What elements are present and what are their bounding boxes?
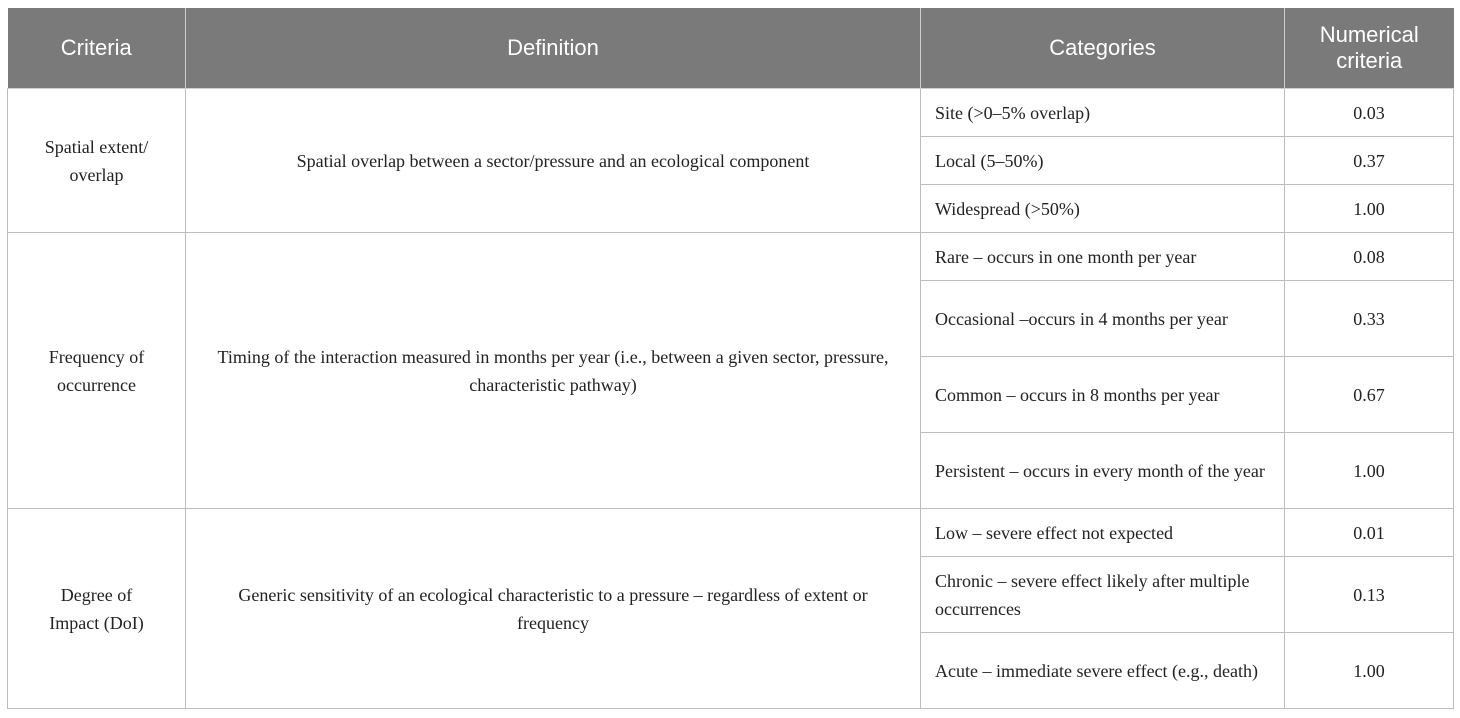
numerical-cell: 1.00 [1285,633,1454,709]
numerical-cell: 0.03 [1285,89,1454,137]
category-cell: Chronic – severe effect likely after multiple occurrences [921,557,1285,633]
numerical-cell: 0.33 [1285,281,1454,357]
header-criteria: Criteria [8,8,186,89]
criteria-cell: Degree of Impact (DoI) [8,509,186,709]
category-cell: Local (5–50%) [921,137,1285,185]
category-cell: Low – severe effect not expected [921,509,1285,557]
numerical-cell: 1.00 [1285,185,1454,233]
numerical-cell: 0.37 [1285,137,1454,185]
criteria-table [7,8,1454,709]
criteria-cell: Frequency of occurrence [8,233,186,509]
header-categories: Categories [921,8,1285,89]
numerical-cell: 0.08 [1285,233,1454,281]
definition-cell: Spatial overlap between a sector/pressure and an ecological component [186,89,921,233]
header-definition: Definition [186,8,921,89]
numerical-cell: 0.67 [1285,357,1454,433]
category-cell: Persistent – occurs in every month of the year [921,433,1285,509]
definition-cell: Generic sensitivity of an ecological characteristic to a pressure – regardless of extent or frequency [186,509,921,709]
table-row [8,233,1454,281]
category-cell: Site (>0–5% overlap) [921,89,1285,137]
numerical-cell: 0.13 [1285,557,1454,633]
criteria-cell: Spatial extent/ overlap [8,89,186,233]
header-row [8,8,1454,89]
category-cell: Occasional –occurs in 4 months per year [921,281,1285,357]
numerical-cell: 0.01 [1285,509,1454,557]
numerical-cell: 1.00 [1285,433,1454,509]
table-row [8,509,1454,557]
category-cell: Acute – immediate severe effect (e.g., death) [921,633,1285,709]
definition-cell: Timing of the interaction measured in months per year (i.e., between a given sector, pressure, characteristic pathway) [186,233,921,509]
table-row [8,89,1454,137]
header-numerical-criteria: Numerical criteria [1285,8,1454,89]
category-cell: Common – occurs in 8 months per year [921,357,1285,433]
category-cell: Rare – occurs in one month per year [921,233,1285,281]
category-cell: Widespread (>50%) [921,185,1285,233]
